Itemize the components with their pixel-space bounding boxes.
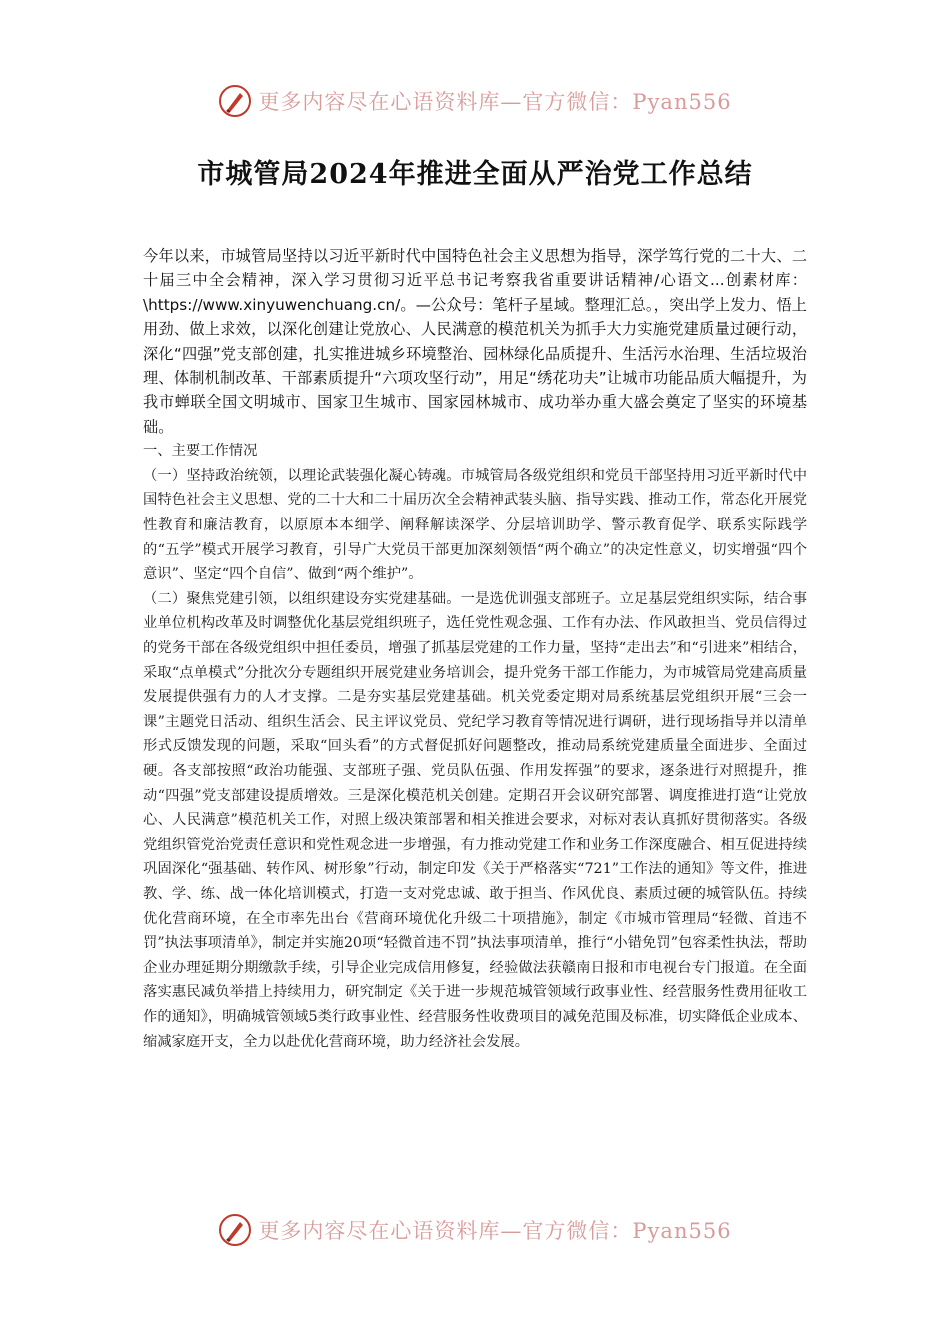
watermark-text: 更多内容尽在心语资料库—官方微信：Pyan556 [258, 1219, 732, 1243]
header-watermark [0, 84, 950, 118]
document-title: 市城管局2024年推进全面从严治党工作总结 [197, 159, 753, 190]
body-paragraph-1: （一）坚持政治统领，以理论武装强化凝心铸魂。市城管局各级党组织和党员干部坚持用习近平新时代中国特色社会主义思想、党的二十大和二十届历次全会精神武装头脑、指导实践、推动工作，常态化开展党性教育和廉洁教育，以原原本本细学、阐释解读深学、分层培训助学、警示教育促学、联系实际践学的“五学”模式开展学习教育，引导广大党员干部更加深刻领悟“两个确立”的决定性意义，切实增强“四个意识”、坚定“四个自信”、做到“两个维护”。 [143, 467, 807, 583]
document-body [143, 244, 807, 1054]
section-heading: 一、主要工作情况 [143, 443, 258, 460]
footer-watermark [0, 1213, 950, 1247]
intro-paragraph: 今年以来，市城管局坚持以习近平新时代中国特色社会主义思想为指导，深学笃行党的二十大、二十届三中全会精神，深入学习贯彻习近平总书记考察我省重要讲话精神/心语文...创素材库：\https://www.xinyuwenchuang.cn/。—公众号：笔杆子星域。整理汇总。，突出学上发力、悟上用劲、做上求效，以深化创建让党放心、人民满意的模范机关为抓手大力实施党建质量过硬行动，深化“四强”党支部创建，扎实推进城乡环境整治、园林绿化品质提升、生活污水治理、生活垃圾治理、体制机制改革、干部素质提升“六项攻坚行动”，用足“绣花功夫”让城市功能品质大幅提升，为我市蝉联全国文明城市、国家卫生城市、国家园林城市、成功举办重大盛会奠定了坚实的环境基础。 [143, 247, 807, 436]
pen-nib-logo-icon [218, 84, 252, 118]
body-paragraph-2: （二）聚焦党建引领，以组织建设夯实党建基础。一是选优训强支部班子。立足基层党组织实际，结合事业单位机构改革及时调整优化基层党组织班子，选任党性观念强、工作有办法、作风敢担当、党员信得过的党务干部在各级党组织中担任委员，增强了抓基层党建的工作力量，坚持“走出去”和“引进来”相结合，采取“点单模式”分批次分专题组织开展党建业务培训会，提升党务干部工作能力，为市城管局党建高质量发展提供强有力的人才支撑。二是夯实基层党建基础。机关党委定期对局系统基层党组织开展“三会一课”主题党日活动、组织生活会、民主评议党员、党纪学习教育等情况进行调研，进行现场指导并以清单形式反馈发现的问题，采取“回头看”的方式督促抓好问题整改，推动局系统党建质量全面进步、全面过硬。各支部按照“政治功能强、支部班子强、党员队伍强、作用发挥强”的要求，逐条进行对照提升，推动“四强”党支部建设提质增效。三是深化模范机关创建。定期召开会议研究部署、调度推进打造“让党放心、人民满意”模范机关工作，对照上级决策部署和相关推进会要求，对标对表认真抓好贯彻落实。各级党组织管党治党责任意识和党性观念进一步增强，有力推动党建工作和业务工作深度融合、相互促进持续巩固深化“强基础、转作风、树形象”行动，制定印发《关于严格落实“721”工作法的通知》等文件，推进教、学、练、战一体化培训模式，打造一支对党忠诚、敢于担当、作风优良、素质过硬的城管队伍。持续优化营商环境，在全市率先出台《营商环境优化升级二十项措施》，制定《市城市管理局“轻微、首违不罚”执法事项清单》，制定并实施20项“轻微首违不罚”执法事项清单，推行“小错免罚”包容柔性执法，帮助企业办理延期分期缴款手续，引导企业完成信用修复，经验做法获赣南日报和市电视台专门报道。在全面落实惠民减负举措上持续用力，研究制定《关于进一步规范城管领域行政事业性、经营服务性费用征收工作的通知》，明确城管领域5类行政事业性、经营服务性收费项目的减免范围及标准，切实降低企业成本、缩减家庭开支，全力以赴优化营商环境，助力经济社会发展。 [143, 590, 807, 1050]
pen-nib-logo-icon [218, 1213, 252, 1247]
watermark-text: 更多内容尽在心语资料库—官方微信：Pyan556 [258, 90, 732, 114]
